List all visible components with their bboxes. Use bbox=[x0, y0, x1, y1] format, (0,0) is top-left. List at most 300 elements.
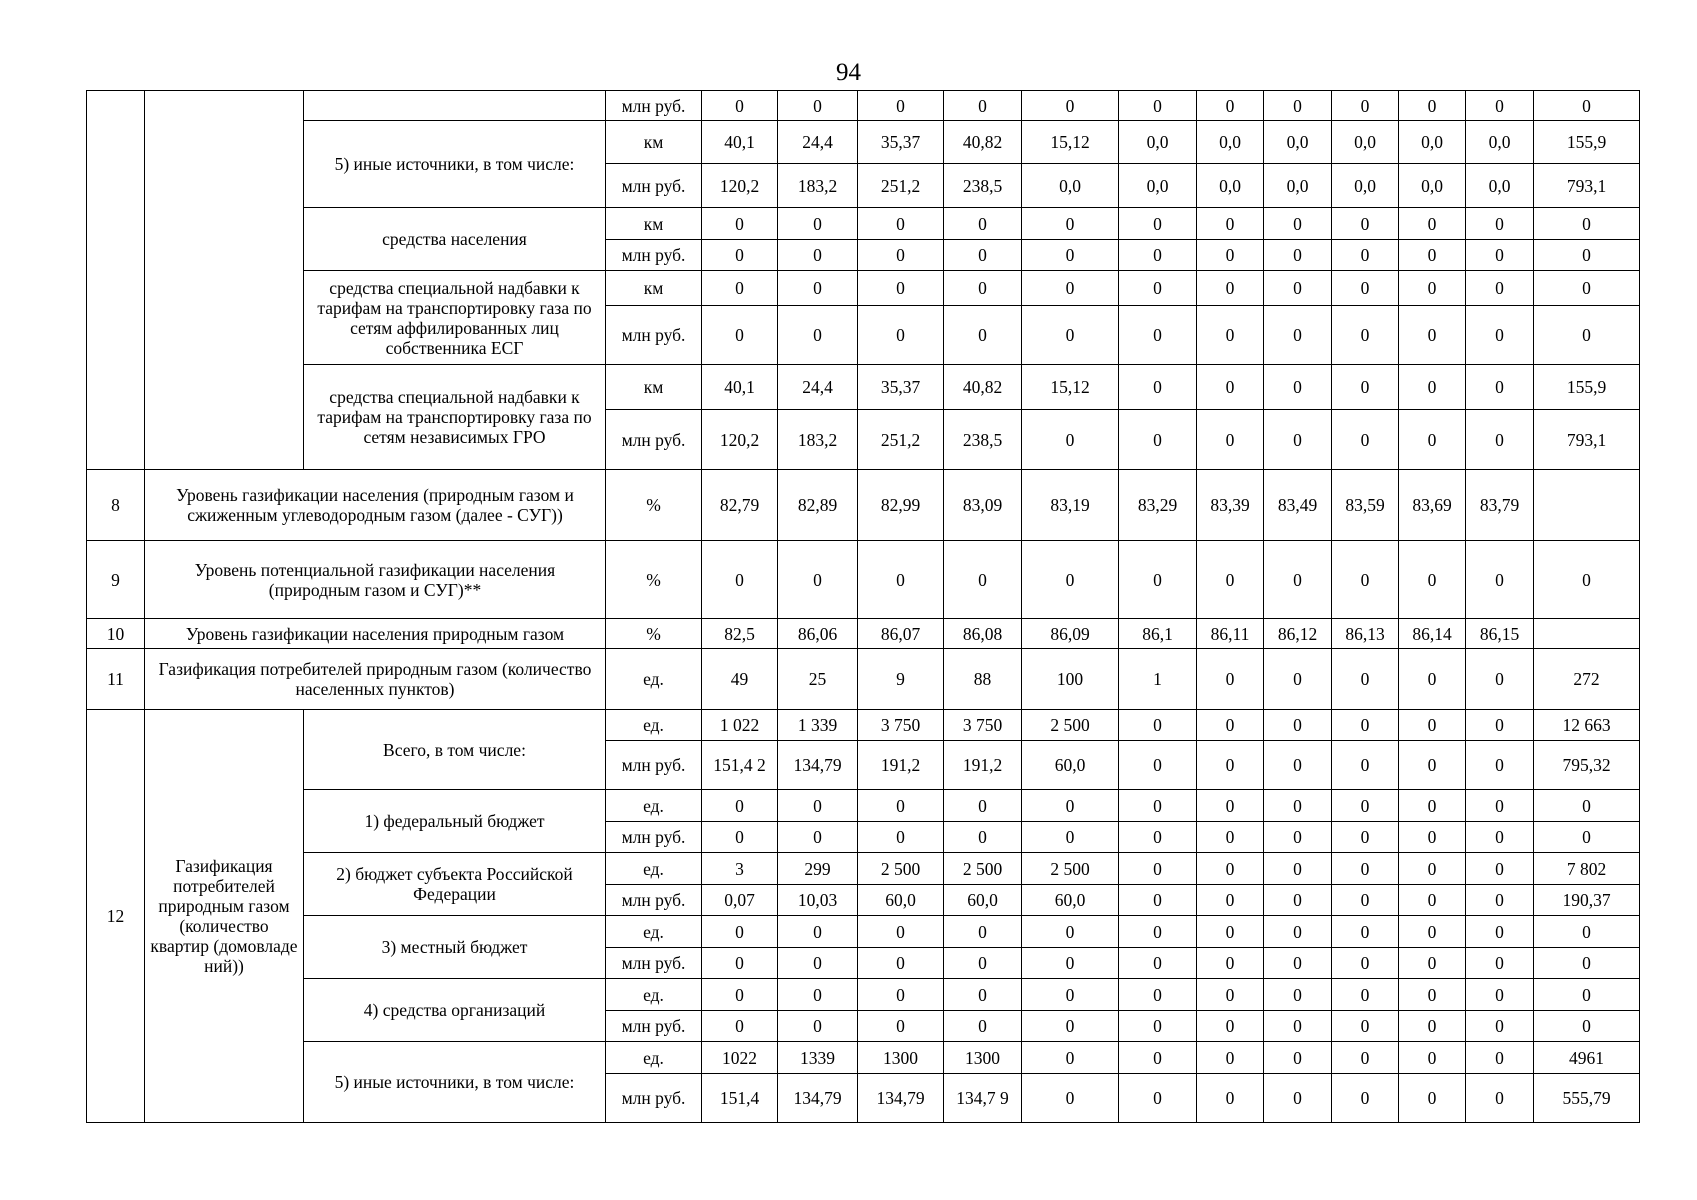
value-cell: 0 bbox=[1022, 240, 1119, 271]
unit-cell: ед. bbox=[606, 649, 702, 710]
value-cell: 0 bbox=[1399, 541, 1466, 619]
value-cell: 0 bbox=[1332, 541, 1399, 619]
value-cell: 3 750 bbox=[858, 710, 944, 741]
table-row bbox=[87, 271, 1640, 306]
value-cell: 0 bbox=[1534, 208, 1640, 240]
value-cell: 83,49 bbox=[1264, 470, 1332, 541]
value-cell: 40,1 bbox=[702, 121, 778, 164]
value-cell: 83,09 bbox=[944, 470, 1022, 541]
value-cell: 0 bbox=[1264, 365, 1332, 410]
table-row bbox=[87, 470, 1640, 541]
value-cell: 0,0 bbox=[1399, 164, 1466, 208]
value-cell: 0 bbox=[778, 790, 858, 822]
value-cell: 0 bbox=[1022, 790, 1119, 822]
table-row bbox=[87, 121, 1640, 164]
value-cell: 0 bbox=[1264, 916, 1332, 948]
value-cell: 0 bbox=[1534, 240, 1640, 271]
value-cell: 0 bbox=[1119, 885, 1197, 916]
value-cell: 49 bbox=[702, 649, 778, 710]
value-cell: 0 bbox=[1332, 741, 1399, 790]
value-cell: 0 bbox=[1022, 271, 1119, 306]
value-cell: 0 bbox=[1119, 853, 1197, 885]
value-cell: 0 bbox=[1534, 916, 1640, 948]
value-cell: 0,0 bbox=[1332, 164, 1399, 208]
value-cell: 0 bbox=[778, 979, 858, 1011]
value-cell: 0 bbox=[1197, 885, 1264, 916]
value-cell: 151,4 2 bbox=[702, 741, 778, 790]
value-cell: 83,69 bbox=[1399, 470, 1466, 541]
value-cell: 134,79 bbox=[778, 1074, 858, 1123]
source-cell bbox=[304, 91, 606, 121]
value-cell: 0 bbox=[1197, 541, 1264, 619]
value-cell: 0 bbox=[702, 948, 778, 979]
value-cell: 0 bbox=[1022, 1042, 1119, 1074]
value-cell: 0 bbox=[1332, 306, 1399, 365]
value-cell: 86,07 bbox=[858, 619, 944, 649]
value-cell: 0 bbox=[858, 208, 944, 240]
value-cell: 0 bbox=[1466, 208, 1534, 240]
table-row bbox=[87, 710, 1640, 741]
value-cell: 0,0 bbox=[1264, 164, 1332, 208]
unit-cell: ед. bbox=[606, 979, 702, 1011]
value-cell: 0 bbox=[778, 271, 858, 306]
value-cell: 272 bbox=[1534, 649, 1640, 710]
value-cell: 86,06 bbox=[778, 619, 858, 649]
unit-cell: км bbox=[606, 271, 702, 306]
value-cell: 0 bbox=[944, 271, 1022, 306]
value-cell: 100 bbox=[1022, 649, 1119, 710]
value-cell: 0 bbox=[702, 1011, 778, 1042]
value-cell: 793,1 bbox=[1534, 164, 1640, 208]
value-cell: 0 bbox=[1534, 979, 1640, 1011]
table-row bbox=[87, 916, 1640, 948]
value-cell: 0 bbox=[1399, 710, 1466, 741]
value-cell: 155,9 bbox=[1534, 365, 1640, 410]
value-cell: 0 bbox=[1119, 410, 1197, 470]
value-cell: 0 bbox=[944, 979, 1022, 1011]
value-cell: 120,2 bbox=[702, 410, 778, 470]
value-cell: 0 bbox=[1399, 822, 1466, 853]
value-cell: 0 bbox=[1264, 208, 1332, 240]
value-cell: 191,2 bbox=[858, 741, 944, 790]
value-cell: 2 500 bbox=[1022, 853, 1119, 885]
value-cell: 0,0 bbox=[1197, 121, 1264, 164]
value-cell: 0 bbox=[778, 948, 858, 979]
value-cell: 1 bbox=[1119, 649, 1197, 710]
value-cell: 0 bbox=[1332, 1042, 1399, 1074]
value-cell: 0 bbox=[1197, 365, 1264, 410]
value-cell: 25 bbox=[778, 649, 858, 710]
value-cell: 0 bbox=[702, 91, 778, 121]
value-cell: 0 bbox=[1197, 240, 1264, 271]
value-cell: 86,1 bbox=[1119, 619, 1197, 649]
value-cell: 0 bbox=[1466, 271, 1534, 306]
value-cell: 0 bbox=[702, 541, 778, 619]
value-cell: 35,37 bbox=[858, 121, 944, 164]
item-title-cell: Газификация потребителей природным газом (количество населенных пунктов) bbox=[145, 649, 606, 710]
value-cell: 0 bbox=[1332, 790, 1399, 822]
value-cell: 86,14 bbox=[1399, 619, 1466, 649]
value-cell: 0 bbox=[944, 306, 1022, 365]
value-cell: 0 bbox=[1119, 208, 1197, 240]
unit-cell: млн руб. bbox=[606, 948, 702, 979]
value-cell: 0 bbox=[858, 790, 944, 822]
value-cell: 0 bbox=[702, 916, 778, 948]
value-cell: 0 bbox=[1534, 790, 1640, 822]
value-cell: 0 bbox=[1466, 979, 1534, 1011]
value-cell: 0 bbox=[1022, 1074, 1119, 1123]
value-cell: 0 bbox=[1119, 710, 1197, 741]
value-cell: 0 bbox=[1534, 306, 1640, 365]
value-cell: 0 bbox=[1332, 1074, 1399, 1123]
value-cell: 2 500 bbox=[944, 853, 1022, 885]
value-cell: 0 bbox=[1119, 1074, 1197, 1123]
value-cell: 0 bbox=[1264, 240, 1332, 271]
value-cell: 120,2 bbox=[702, 164, 778, 208]
value-cell: 0 bbox=[944, 790, 1022, 822]
value-cell: 0 bbox=[1466, 1011, 1534, 1042]
value-cell: 0 bbox=[1119, 91, 1197, 121]
value-cell: 40,82 bbox=[944, 121, 1022, 164]
value-cell: 86,12 bbox=[1264, 619, 1332, 649]
value-cell: 15,12 bbox=[1022, 365, 1119, 410]
value-cell: 0 bbox=[1119, 1042, 1197, 1074]
value-cell: 0 bbox=[1119, 979, 1197, 1011]
value-cell: 40,82 bbox=[944, 365, 1022, 410]
value-cell: 0 bbox=[1332, 1011, 1399, 1042]
value-cell: 0 bbox=[1466, 822, 1534, 853]
source-cell: Всего, в том числе: bbox=[304, 710, 606, 790]
value-cell: 0 bbox=[1197, 710, 1264, 741]
unit-cell: млн руб. bbox=[606, 410, 702, 470]
value-cell: 0 bbox=[1264, 541, 1332, 619]
value-cell: 0 bbox=[1022, 208, 1119, 240]
value-cell: 0 bbox=[1264, 306, 1332, 365]
value-cell: 0 bbox=[1466, 885, 1534, 916]
value-cell: 0 bbox=[858, 979, 944, 1011]
value-cell: 40,1 bbox=[702, 365, 778, 410]
item-number-cell: 11 bbox=[87, 649, 145, 710]
value-cell: 0 bbox=[1466, 710, 1534, 741]
value-cell: 24,4 bbox=[778, 121, 858, 164]
value-cell bbox=[1534, 470, 1640, 541]
value-cell: 0 bbox=[702, 208, 778, 240]
value-cell: 4961 bbox=[1534, 1042, 1640, 1074]
value-cell: 0 bbox=[1264, 1042, 1332, 1074]
unit-cell: млн руб. bbox=[606, 822, 702, 853]
unit-cell: млн руб. bbox=[606, 240, 702, 271]
value-cell: 0 bbox=[1264, 790, 1332, 822]
value-cell: 151,4 bbox=[702, 1074, 778, 1123]
table-row bbox=[87, 979, 1640, 1011]
value-cell: 0 bbox=[1264, 1011, 1332, 1042]
unit-cell: млн руб. bbox=[606, 1074, 702, 1123]
value-cell: 0 bbox=[1264, 271, 1332, 306]
value-cell: 0 bbox=[1399, 1042, 1466, 1074]
value-cell: 0 bbox=[1332, 979, 1399, 1011]
value-cell: 251,2 bbox=[858, 410, 944, 470]
value-cell: 0,0 bbox=[1466, 164, 1534, 208]
value-cell: 0 bbox=[702, 790, 778, 822]
value-cell: 0 bbox=[778, 1011, 858, 1042]
value-cell: 24,4 bbox=[778, 365, 858, 410]
value-cell: 0 bbox=[702, 240, 778, 271]
value-cell: 0 bbox=[1119, 916, 1197, 948]
value-cell: 3 bbox=[702, 853, 778, 885]
value-cell: 183,2 bbox=[778, 410, 858, 470]
value-cell: 191,2 bbox=[944, 741, 1022, 790]
value-cell: 0 bbox=[944, 240, 1022, 271]
value-cell: 86,09 bbox=[1022, 619, 1119, 649]
table-row bbox=[87, 790, 1640, 822]
value-cell: 0 bbox=[1022, 822, 1119, 853]
value-cell: 0,0 bbox=[1119, 121, 1197, 164]
value-cell: 134,7 9 bbox=[944, 1074, 1022, 1123]
value-cell: 0 bbox=[944, 948, 1022, 979]
value-cell: 0 bbox=[1197, 1042, 1264, 1074]
value-cell: 15,12 bbox=[1022, 121, 1119, 164]
value-cell: 86,15 bbox=[1466, 619, 1534, 649]
value-cell: 0 bbox=[778, 306, 858, 365]
unit-cell: км bbox=[606, 208, 702, 240]
item-number-cell: 12 bbox=[87, 710, 145, 1123]
value-cell: 0 bbox=[1466, 306, 1534, 365]
unit-cell: км bbox=[606, 121, 702, 164]
value-cell: 83,19 bbox=[1022, 470, 1119, 541]
value-cell: 83,39 bbox=[1197, 470, 1264, 541]
value-cell: 1 339 bbox=[778, 710, 858, 741]
value-cell: 0 bbox=[1022, 979, 1119, 1011]
value-cell: 0 bbox=[1022, 916, 1119, 948]
value-cell: 60,0 bbox=[858, 885, 944, 916]
value-cell: 0 bbox=[858, 948, 944, 979]
unit-cell: км bbox=[606, 365, 702, 410]
value-cell: 0 bbox=[1197, 306, 1264, 365]
value-cell: 0 bbox=[858, 822, 944, 853]
value-cell: 0 bbox=[1197, 208, 1264, 240]
value-cell: 0 bbox=[1534, 1011, 1640, 1042]
value-cell: 0 bbox=[944, 916, 1022, 948]
value-cell: 0 bbox=[944, 541, 1022, 619]
value-cell: 0 bbox=[944, 208, 1022, 240]
source-cell: средства специальной надбавки к тарифам на транспортировку газа по сетям аффилированных лиц собственника ЕСГ bbox=[304, 271, 606, 365]
value-cell: 0 bbox=[1466, 1074, 1534, 1123]
value-cell: 0 bbox=[1119, 240, 1197, 271]
value-cell: 299 bbox=[778, 853, 858, 885]
value-cell: 7 802 bbox=[1534, 853, 1640, 885]
value-cell: 0 bbox=[1022, 306, 1119, 365]
value-cell: 82,99 bbox=[858, 470, 944, 541]
value-cell: 0 bbox=[1466, 790, 1534, 822]
value-cell: 0,0 bbox=[1466, 121, 1534, 164]
value-cell: 1300 bbox=[944, 1042, 1022, 1074]
unit-cell: млн руб. bbox=[606, 164, 702, 208]
value-cell: 0 bbox=[1399, 649, 1466, 710]
value-cell: 0 bbox=[1332, 885, 1399, 916]
source-cell: 4) средства организаций bbox=[304, 979, 606, 1042]
value-cell: 183,2 bbox=[778, 164, 858, 208]
value-cell: 0 bbox=[858, 916, 944, 948]
value-cell: 0 bbox=[778, 916, 858, 948]
value-cell: 0 bbox=[1399, 853, 1466, 885]
value-cell: 0 bbox=[702, 306, 778, 365]
value-cell: 86,08 bbox=[944, 619, 1022, 649]
value-cell: 238,5 bbox=[944, 164, 1022, 208]
value-cell: 0 bbox=[1197, 649, 1264, 710]
value-cell: 0 bbox=[702, 271, 778, 306]
item-subject-cell: Газификация потребителей природным газом (количество квартир (домовладе ний)) bbox=[145, 710, 304, 1123]
value-cell: 0 bbox=[1466, 853, 1534, 885]
unit-cell: млн руб. bbox=[606, 1011, 702, 1042]
value-cell: 60,0 bbox=[944, 885, 1022, 916]
data-table bbox=[86, 90, 1640, 1123]
value-cell: 0 bbox=[1022, 91, 1119, 121]
value-cell: 0 bbox=[1022, 410, 1119, 470]
value-cell: 0 bbox=[1466, 541, 1534, 619]
value-cell: 0 bbox=[1119, 306, 1197, 365]
value-cell: 0 bbox=[1264, 885, 1332, 916]
value-cell: 0 bbox=[1119, 948, 1197, 979]
value-cell: 0 bbox=[1332, 91, 1399, 121]
value-cell: 1022 bbox=[702, 1042, 778, 1074]
item-number-cell bbox=[87, 91, 145, 470]
value-cell: 0 bbox=[1466, 948, 1534, 979]
value-cell: 0 bbox=[1197, 916, 1264, 948]
source-cell: 2) бюджет субъекта Российской Федерации bbox=[304, 853, 606, 916]
value-cell: 0 bbox=[1119, 365, 1197, 410]
unit-cell: % bbox=[606, 619, 702, 649]
source-cell: средства специальной надбавки к тарифам на транспортировку газа по сетям независимых ГРО bbox=[304, 365, 606, 470]
value-cell: 0 bbox=[1119, 1011, 1197, 1042]
table-row bbox=[87, 1042, 1640, 1074]
value-cell: 0 bbox=[1119, 271, 1197, 306]
value-cell: 0 bbox=[1332, 649, 1399, 710]
value-cell: 190,37 bbox=[1534, 885, 1640, 916]
value-cell: 0 bbox=[858, 306, 944, 365]
value-cell: 0 bbox=[1197, 790, 1264, 822]
item-title-cell: Уровень потенциальной газификации населения (природным газом и СУГ)** bbox=[145, 541, 606, 619]
value-cell: 0 bbox=[702, 979, 778, 1011]
value-cell: 60,0 bbox=[1022, 885, 1119, 916]
value-cell: 0 bbox=[1264, 741, 1332, 790]
value-cell: 83,59 bbox=[1332, 470, 1399, 541]
value-cell: 793,1 bbox=[1534, 410, 1640, 470]
value-cell: 9 bbox=[858, 649, 944, 710]
value-cell: 0 bbox=[1264, 822, 1332, 853]
value-cell: 2 500 bbox=[858, 853, 944, 885]
value-cell: 0 bbox=[1264, 1074, 1332, 1123]
value-cell: 0 bbox=[1197, 853, 1264, 885]
value-cell bbox=[1534, 619, 1640, 649]
unit-cell: ед. bbox=[606, 1042, 702, 1074]
value-cell: 12 663 bbox=[1534, 710, 1640, 741]
item-title-cell: Уровень газификации населения природным газом bbox=[145, 619, 606, 649]
item-subject-cell bbox=[145, 91, 304, 470]
value-cell: 0 bbox=[1534, 541, 1640, 619]
value-cell: 0 bbox=[1399, 790, 1466, 822]
table-row bbox=[87, 619, 1640, 649]
value-cell: 0 bbox=[1399, 365, 1466, 410]
value-cell: 0 bbox=[778, 91, 858, 121]
value-cell: 86,13 bbox=[1332, 619, 1399, 649]
unit-cell: млн руб. bbox=[606, 91, 702, 121]
value-cell: 82,79 bbox=[702, 470, 778, 541]
value-cell: 0,0 bbox=[1022, 164, 1119, 208]
value-cell: 134,79 bbox=[858, 1074, 944, 1123]
value-cell: 0 bbox=[1197, 948, 1264, 979]
value-cell: 3 750 bbox=[944, 710, 1022, 741]
source-cell: 3) местный бюджет bbox=[304, 916, 606, 979]
value-cell: 0 bbox=[1399, 916, 1466, 948]
value-cell: 88 bbox=[944, 649, 1022, 710]
value-cell: 0 bbox=[1264, 979, 1332, 1011]
value-cell: 0 bbox=[1332, 948, 1399, 979]
unit-cell: ед. bbox=[606, 853, 702, 885]
value-cell: 0 bbox=[778, 240, 858, 271]
unit-cell: млн руб. bbox=[606, 306, 702, 365]
value-cell: 155,9 bbox=[1534, 121, 1640, 164]
value-cell: 0 bbox=[1197, 1074, 1264, 1123]
value-cell: 0 bbox=[1534, 948, 1640, 979]
unit-cell: млн руб. bbox=[606, 741, 702, 790]
value-cell: 0 bbox=[1399, 979, 1466, 1011]
value-cell: 0 bbox=[1399, 885, 1466, 916]
value-cell: 0 bbox=[1466, 410, 1534, 470]
value-cell: 0 bbox=[1197, 1011, 1264, 1042]
value-cell: 0 bbox=[1119, 790, 1197, 822]
page-number: 94 bbox=[836, 59, 861, 86]
value-cell: 0 bbox=[1022, 541, 1119, 619]
value-cell: 0 bbox=[858, 240, 944, 271]
value-cell: 82,89 bbox=[778, 470, 858, 541]
value-cell: 0 bbox=[1264, 853, 1332, 885]
value-cell: 0 bbox=[1534, 271, 1640, 306]
value-cell: 0 bbox=[1466, 916, 1534, 948]
unit-cell: % bbox=[606, 541, 702, 619]
value-cell: 10,03 bbox=[778, 885, 858, 916]
value-cell: 0 bbox=[1119, 822, 1197, 853]
table-row bbox=[87, 208, 1640, 240]
value-cell: 83,29 bbox=[1119, 470, 1197, 541]
value-cell: 0 bbox=[1197, 741, 1264, 790]
value-cell: 251,2 bbox=[858, 164, 944, 208]
item-title-cell: Уровень газификации населения (природным газом и сжиженным углеводородным газом (далее - СУГ)) bbox=[145, 470, 606, 541]
value-cell: 0 bbox=[1197, 979, 1264, 1011]
value-cell: 0 bbox=[1264, 710, 1332, 741]
value-cell: 0 bbox=[1332, 271, 1399, 306]
value-cell: 0 bbox=[1332, 208, 1399, 240]
item-number-cell: 10 bbox=[87, 619, 145, 649]
table-row bbox=[87, 91, 1640, 121]
value-cell: 83,79 bbox=[1466, 470, 1534, 541]
value-cell: 0 bbox=[1332, 853, 1399, 885]
value-cell: 0 bbox=[778, 541, 858, 619]
table-row bbox=[87, 853, 1640, 885]
table-row bbox=[87, 649, 1640, 710]
value-cell: 0 bbox=[778, 208, 858, 240]
value-cell: 60,0 bbox=[1022, 741, 1119, 790]
value-cell: 0 bbox=[1399, 410, 1466, 470]
value-cell: 0 bbox=[1466, 240, 1534, 271]
value-cell: 0 bbox=[1399, 306, 1466, 365]
unit-cell: % bbox=[606, 470, 702, 541]
table-row bbox=[87, 365, 1640, 410]
value-cell: 0 bbox=[858, 271, 944, 306]
value-cell: 0 bbox=[1332, 916, 1399, 948]
value-cell: 0 bbox=[1466, 741, 1534, 790]
value-cell: 2 500 bbox=[1022, 710, 1119, 741]
value-cell: 0 bbox=[944, 1011, 1022, 1042]
